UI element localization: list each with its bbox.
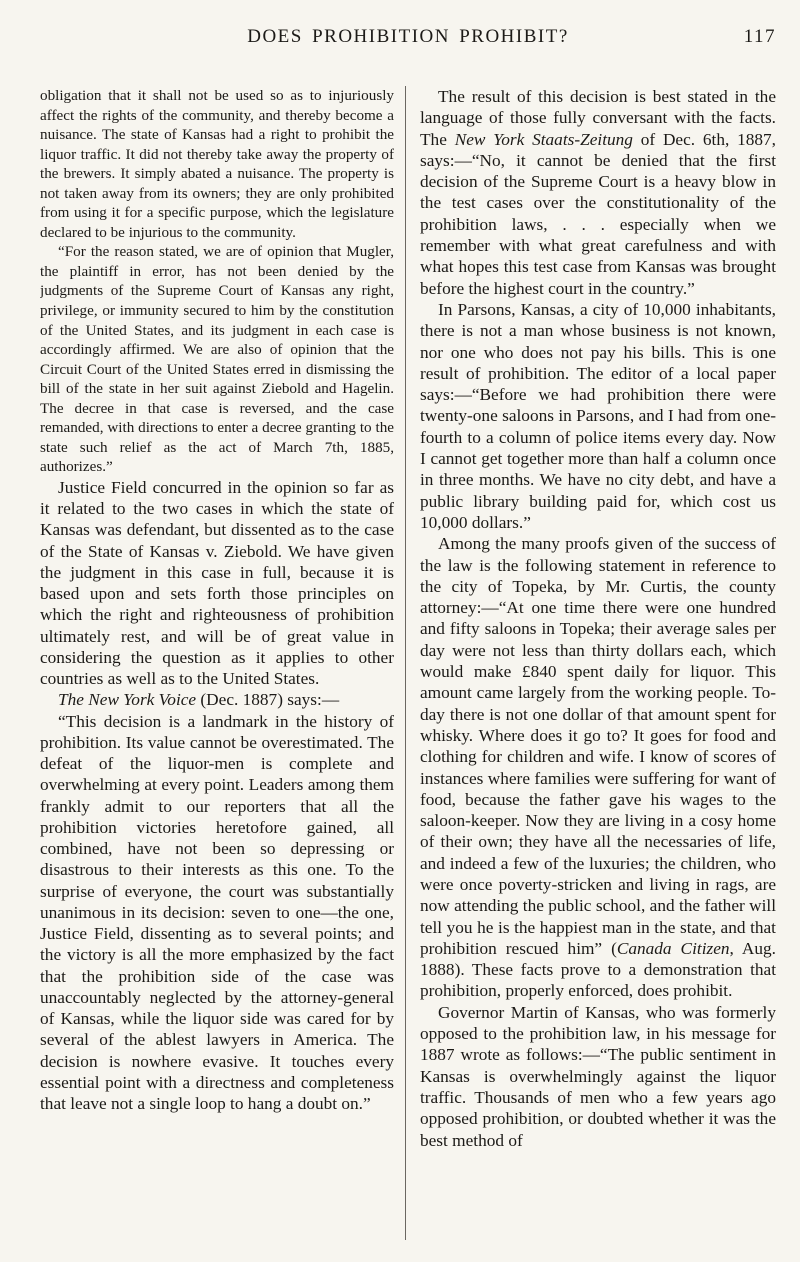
page-number: 117 (743, 26, 776, 47)
right-column (420, 86, 776, 1242)
source-new-york-voice: The New York Voice (58, 690, 197, 710)
right-paragraph-1-text-b: of Dec. 6th, 1887, says:—“No, it cannot be denied that the first decision of the Supreme Court is a heavy blow in the test cases over the constitutionality of the prohibition laws, . . . especially when we remember with what great carefulness and with what hopes this test case from Kansas was brought before the highest court in the country.” (420, 129, 776, 298)
column-divider (405, 86, 406, 1240)
right-paragraph-1 (420, 86, 776, 299)
right-paragraph-3-text-a: Among the many proofs given of the success of the law is the following statement in reference to the city of Topeka, by Mr. Curtis, the county attorney:—“At one time there were one hundred and fifty saloons in Topeka; their average sales per day were not less than thirty dollars each, which would make £840 spent daily for liquor. This amount came largely from the working people. To-day there is not one dollar of that amount spent for whisky. Where does it go to? It goes for food and clothing for children and wife. I know of scores of instances where families were suffering for want of food, because the father gave his wages to the saloon-keeper. Now they are living in a cosy home of their own; they have all the necessaries of life, and indeed a few of the luxuries; the children, who were once poverty-stricken and living in rags, are now attending the public school, and the father will tell you he is the happiest man in the state, and that prohibition rescued him” ( (420, 534, 776, 958)
right-paragraph-1-text-a: The result of this decision is best stated in the language of those fully conversant with the facts. The (420, 87, 776, 149)
page-header (40, 26, 776, 60)
left-paragraph-3: Justice Field concurred in the opinion so far as it related to the two cases in which the state of Kansas was defendant, but dissented as to the case of the State of Kansas v. Ziebold. We have given the judgment in this case in full, because it is based upon and sets forth those principles on which the right and righteousness of prohibition ultimately rest, and will be of great value in considering the question as it applies to other countries as well as to the United States. (40, 477, 394, 689)
source-staats-zeitung: New York Staats-Zeitung (454, 129, 633, 149)
left-column (40, 86, 394, 1242)
left-paragraph-4 (40, 689, 394, 710)
right-paragraph-3 (420, 533, 776, 1002)
right-paragraph-4: Governor Martin of Kansas, who was formerly opposed to the prohibition law, in his message for 1887 wrote as follows:—“The public sentiment in Kansas is overwhelmingly against the liquor traffic. Thousands of men who a few years ago opposed prohibition, or doubted whether it was the best method of (420, 1002, 776, 1150)
right-paragraph-3-text-b: , Aug. 1888). These facts prove to a demonstration that prohibition, properly enforced, does prohibit. (420, 938, 776, 1001)
running-head: DOES PROHIBITION PROHIBIT? (247, 26, 569, 47)
left-paragraph-1: obligation that it shall not be used so as to injuriously affect the rights of the community, and thereby become a nuisance. The state of Kansas had a right to prohibit the liquor traffic. It did not thereby take away the property of the brewers. It simply abated a nuisance. The property is not taken away from its owners; they are only prohibited from using it for a specific purpose, which the legislature declared to be injurious to the community. (40, 87, 394, 241)
left-paragraph-5: “This decision is a landmark in the history of prohibition. Its value cannot be overestimated. The defeat of the liquor-men is complete and overwhelming at every point. Leaders among them frankly admit to our reporters that all the prohibition victories heretofore gained, all combined, have not been so depressing or disastrous to their interests as this one. To the surprise of everyone, the court was substantially unanimous in its decision: seven to one—the one, Justice Field, dissenting as to several points; and the victory is all the more emphasized by the fact that the prohibition side of the case was unaccountably neglected by the attorney-general of Kansas, while the liquor side was cared for by several of the ablest lawyers in America. The decision is nowhere evasive. It touches every essential point with a directness and completeness that leave not a single loop to hang a doubt on.” (40, 711, 394, 1114)
left-paragraph-4-text: (Dec. 1887) says:— (196, 690, 340, 710)
left-paragraph-2: “For the reason stated, we are of opinion that Mugler, the plaintiff in error, has not been denied by the judgments of the Supreme Court of Kansas any right, privilege, or immunity secured to him by the constitution of the United States, and its judgment in each case is accordingly affirmed. We are also of opinion that the Circuit Court of the United States erred in dismissing the bill of the state in her suit against Ziebold and Hagelin. The decree in that case is reversed, and the case remanded, with directions to enter a decree granting to the state such relief as the act of March 7th, 1885, authorizes.” (40, 243, 394, 476)
source-canada-citizen: Canada Citizen (616, 938, 730, 958)
right-paragraph-2: In Parsons, Kansas, a city of 10,000 inhabitants, there is not a man whose business is not known, nor one who does not pay his bills. This is one result of prohibition. The editor of a local paper says:—“Before we had prohibition there were twenty-one saloons in Parsons, and I had from one-fourth to a column of police items every day. Now I cannot get together more than half a column once in three months. We have no city debt, and have a public library building paid for, which cost us 10,000 dollars.” (420, 299, 776, 532)
